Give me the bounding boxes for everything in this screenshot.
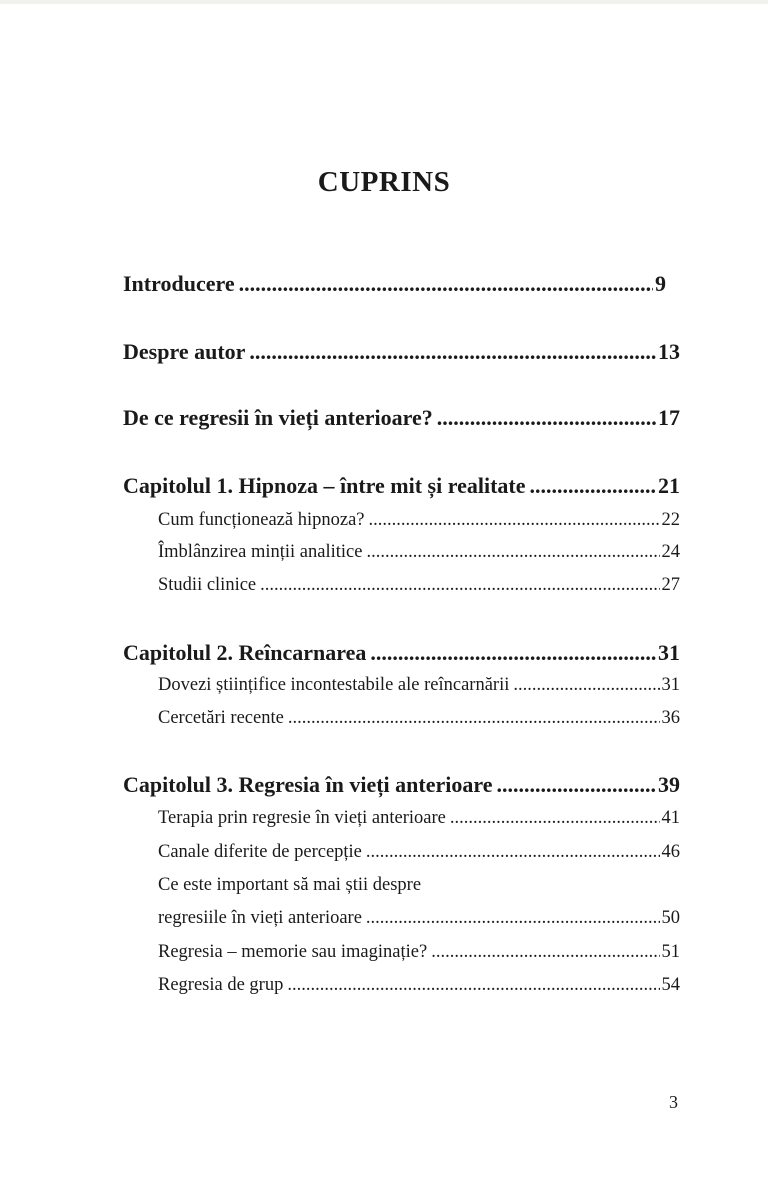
toc-entry-page: 31: [661, 675, 680, 695]
dot-leader: [369, 505, 660, 535]
dot-leader: [260, 570, 659, 600]
toc-entry-page: 31: [658, 640, 680, 665]
toc-entry-label: Capitolul 3. Regresia în vieți anterioare: [123, 772, 493, 797]
dot-leader: [288, 703, 660, 733]
toc-entry-label: Ce este important să mai știi despre: [158, 875, 422, 895]
toc-entry-label: De ce regresii în vieți anterioare?: [123, 405, 433, 430]
toc-entry-page: 22: [661, 510, 680, 530]
toc-subentry-memorie[interactable]: [158, 937, 680, 967]
toc-subentry-studii-clinice[interactable]: [158, 570, 680, 600]
toc-entry-page: 13: [658, 339, 680, 364]
toc-entry-label: Despre autor: [123, 339, 246, 364]
toc-entry-label: Regresia de grup: [158, 975, 284, 995]
page-number: 3: [669, 1092, 678, 1112]
toc-subentry-canale[interactable]: [158, 837, 680, 867]
toc-entry-label: Cercetări recente: [158, 708, 284, 728]
toc-subentry-imblanzirea[interactable]: [158, 537, 680, 567]
toc-subentry-regresiile[interactable]: [158, 903, 680, 933]
toc-entry-label: Capitolul 1. Hipnoza – între mit și realitate: [123, 473, 526, 498]
toc-entry-label: Regresia – memorie sau imaginație?: [158, 942, 428, 962]
toc-subentry-regresia-de-grup[interactable]: [158, 970, 680, 1000]
page-title: CUPRINS: [317, 166, 451, 198]
toc-entry-page: 50: [661, 908, 680, 928]
toc-entry-label: Cum funcționează hipnoza?: [158, 510, 365, 530]
toc-subentry-cercetari[interactable]: [158, 703, 680, 733]
toc-entry-page: 36: [661, 708, 680, 728]
toc-entry-introducere[interactable]: [123, 268, 680, 300]
dot-leader: [239, 268, 653, 300]
dot-leader: [450, 803, 660, 833]
toc-entry-page: 17: [658, 405, 680, 430]
toc-entry-label: Canale diferite de percepție: [158, 842, 362, 862]
toc-subentry-ce-este-important[interactable]: [158, 870, 680, 900]
toc-entry-capitolul-2[interactable]: [123, 637, 680, 669]
dot-leader: [366, 837, 660, 867]
toc-entry-label: Dovezi științifice incontestabile ale reîncarnării: [158, 675, 510, 695]
toc-subentry-terapia[interactable]: [158, 803, 680, 833]
toc-subentry-cum-functioneaza[interactable]: [158, 505, 680, 535]
toc-entry-label: regresiile în vieți anterioare: [158, 908, 362, 928]
dot-leader: [366, 903, 660, 933]
toc-entry-label: Terapia prin regresie în vieți anterioare: [158, 808, 446, 828]
toc-entry-capitolul-3[interactable]: [123, 769, 680, 801]
dot-leader: [530, 470, 657, 502]
toc-entry-label: Îmblânzirea minții analitice: [158, 542, 363, 562]
toc-entry-page: 51: [661, 942, 680, 962]
toc-entry-page: 41: [661, 808, 680, 828]
toc-subentry-dovezi[interactable]: [158, 670, 680, 700]
dot-leader: [431, 937, 659, 967]
toc-entry-page: 27: [661, 575, 680, 595]
toc-entry-label: Capitolul 2. Reîncarnarea: [123, 640, 367, 665]
toc-entry-page: 9: [655, 271, 666, 296]
toc-entry-label: Introducere: [123, 271, 235, 296]
toc-entry-page: 24: [661, 542, 680, 562]
toc-entry-page: 46: [661, 842, 680, 862]
toc-entry-page: 54: [661, 975, 680, 995]
dot-leader: [370, 637, 656, 669]
toc-entry-label: Studii clinice: [158, 575, 257, 595]
dot-leader: [249, 336, 656, 368]
toc-entry-despre-autor[interactable]: [123, 336, 680, 368]
dot-leader: [437, 402, 656, 434]
toc-entry-page: 21: [658, 473, 680, 498]
dot-leader: [496, 769, 656, 801]
toc-entry-de-ce-regresii[interactable]: [123, 402, 680, 434]
dot-leader: [366, 537, 659, 567]
page-top-edge: [0, 0, 768, 4]
toc-entry-capitolul-1[interactable]: [123, 470, 680, 502]
toc-entry-page: 39: [658, 772, 680, 797]
dot-leader: [287, 970, 659, 1000]
dot-leader: [513, 670, 659, 700]
